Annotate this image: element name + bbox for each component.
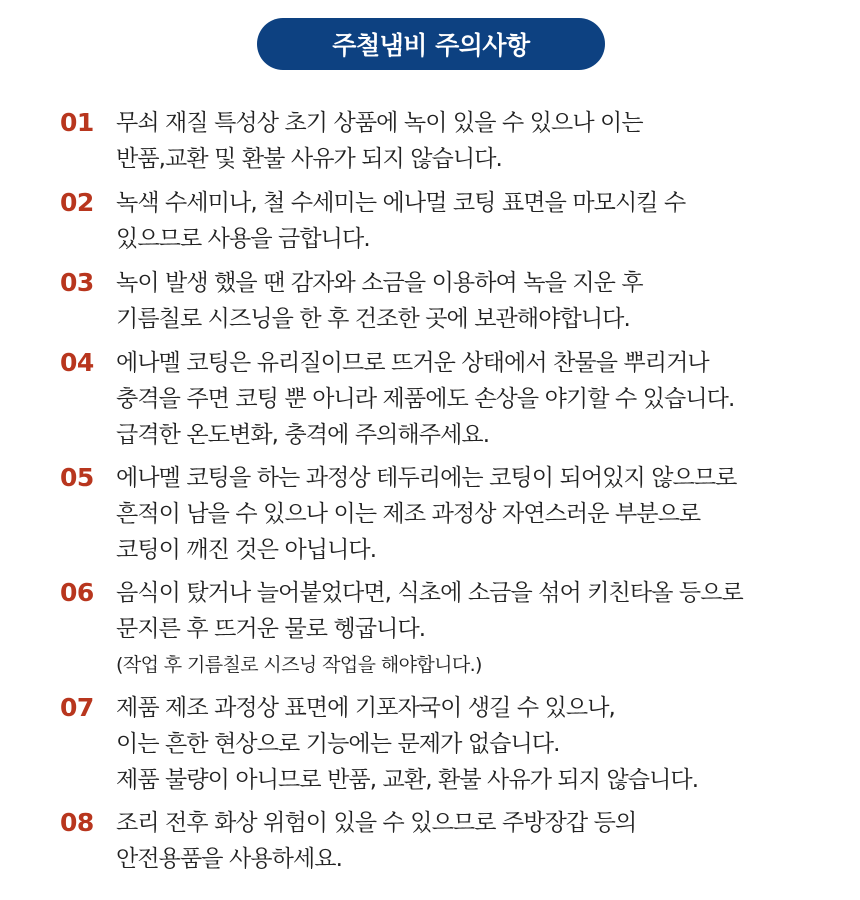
item-number: 07	[60, 693, 94, 722]
item-text-line: 녹이 발생 했을 땐 감자와 소금을 이용하여 녹을 지운 후	[116, 270, 643, 296]
item-text-line: 코팅이 깨진 것은 아닙니다.	[116, 537, 377, 563]
item-text-line: 급격한 온도변화, 충격에 주의해주세요.	[116, 422, 490, 448]
item-text-line: 반품,교환 및 환불 사유가 되지 않습니다.	[116, 146, 502, 172]
item-text-line: 에나멜 코팅을 하는 과정상 테두리에는 코팅이 되어있지 않으므로	[116, 465, 737, 491]
item-text-line: 충격을 주면 코팅 뿐 아니라 제품에도 손상을 야기할 수 있습니다.	[116, 386, 735, 412]
item-text-line: 있으므로 사용을 금합니다.	[116, 226, 370, 252]
item-text-line: 녹색 수세미나, 철 수세미는 에나멀 코팅 표면을 마모시킬 수	[116, 190, 686, 216]
item-number: 04	[60, 348, 94, 377]
item-text-line: 제품 불량이 아니므로 반품, 교환, 환불 사유가 되지 않습니다.	[116, 767, 699, 793]
item-number: 06	[60, 578, 94, 607]
item-number: 02	[60, 188, 94, 217]
item-text-line: 음식이 탔거나 늘어붙었다면, 식초에 소금을 섞어 키친타올 등으로	[116, 580, 743, 606]
item-number: 01	[60, 108, 94, 137]
item-text-line: 기름칠로 시즈닝을 한 후 건조한 곳에 보관해야합니다.	[116, 306, 630, 332]
item-text-line: 이는 흔한 현상으로 기능에는 문제가 없습니다.	[116, 731, 560, 757]
item-text-line: 조리 전후 화상 위험이 있을 수 있으므로 주방장갑 등의	[116, 810, 637, 836]
page-title: 주철냄비 주의사항	[257, 18, 605, 70]
item-number: 05	[60, 463, 94, 492]
item-note: (작업 후 기름칠로 시즈닝 작업을 해야합니다.)	[116, 654, 482, 676]
item-number: 03	[60, 268, 94, 297]
item-text-line: 문지른 후 뜨거운 물로 헹굽니다.	[116, 616, 426, 642]
item-text-line: 안전용품을 사용하세요.	[116, 846, 343, 872]
item-number: 08	[60, 808, 94, 837]
item-text-line: 무쇠 재질 특성상 초기 상품에 녹이 있을 수 있으나 이는	[116, 110, 643, 136]
item-text-line: 흔적이 남을 수 있으나 이는 제조 과정상 자연스러운 부분으로	[116, 501, 701, 527]
item-text-line: 에나멜 코팅은 유리질이므로 뜨거운 상태에서 찬물을 뿌리거나	[116, 350, 709, 376]
item-text-line: 제품 제조 과정상 표면에 기포자국이 생길 수 있으나,	[116, 695, 615, 721]
